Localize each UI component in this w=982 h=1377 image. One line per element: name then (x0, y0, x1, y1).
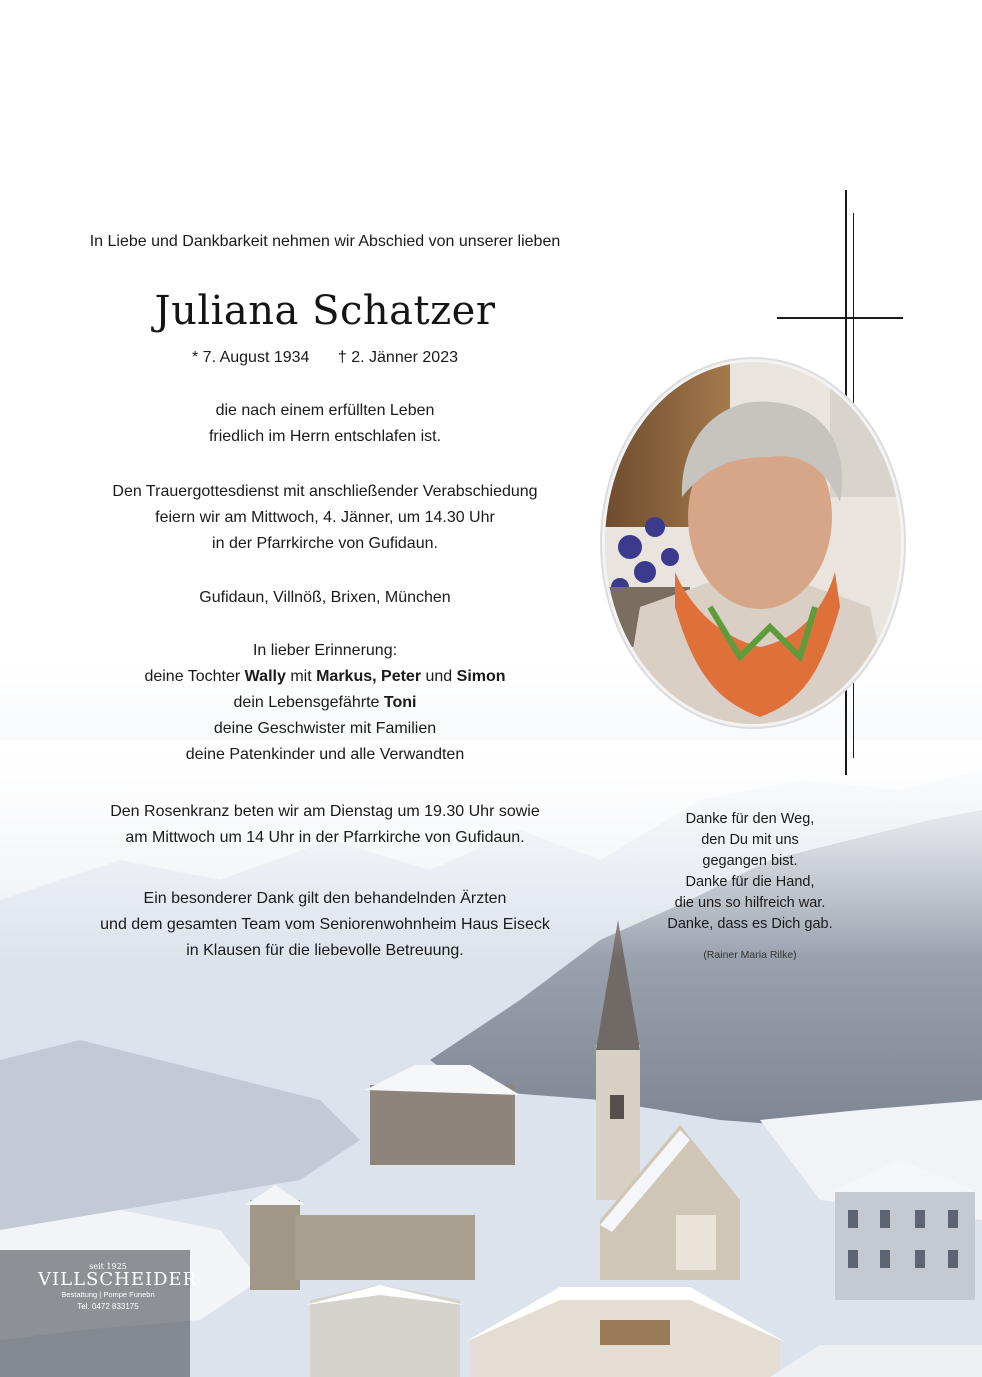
text-fragment: mit (285, 668, 317, 685)
mourners-paragraph (0, 638, 650, 768)
death-date: † 2. Jänner 2023 (337, 349, 458, 366)
passing-line: friedlich im Herrn entschlafen ist. (208, 428, 442, 445)
passing-line: die nach einem erfüllten Leben (215, 402, 435, 419)
text-fragment: deine Tochter (144, 668, 245, 685)
thanks-paragraph (0, 886, 650, 964)
mourners-line (0, 664, 650, 690)
rosary-paragraph (0, 799, 650, 851)
poem-line: gegangen bist. (702, 853, 798, 869)
logo-subtitle: Bestattung | Pompe Funebri (61, 1290, 155, 1299)
poem-line: die uns so hilfreich war. (674, 895, 826, 911)
text-fragment: dein Lebensgefährte (233, 694, 384, 711)
poem-line: den Du mit uns (701, 832, 799, 848)
funeral-service-paragraph (0, 479, 650, 557)
name-simon: Simon (456, 668, 506, 685)
mourners-heading: In lieber Erinnerung: (252, 642, 398, 659)
logo-name: VILLSCHEIDER (38, 1269, 198, 1290)
poem-line: Danke für den Weg, (685, 811, 815, 827)
rosary-line: am Mittwoch um 14 Uhr in der Pfarrkirche von Gufidaun. (125, 829, 525, 846)
mourners-line (0, 690, 650, 716)
intro-text: In Liebe und Dankbarkeit nehmen wir Abschied von unserer lieben (89, 233, 561, 250)
rosary-line: Den Rosenkranz beten wir am Dienstag um 19.30 Uhr sowie (110, 803, 540, 820)
poem-author: (Rainer Maria Rilke) (703, 949, 797, 961)
name-peter: Peter (381, 668, 422, 685)
poem-line: Danke, dass es Dich gab. (667, 916, 833, 932)
rilke-poem (640, 809, 860, 935)
funeral-home-logo (38, 1262, 198, 1312)
logo-since: seit 1925 (89, 1262, 127, 1271)
name-wally: Wally (244, 668, 286, 685)
name-toni: Toni (383, 694, 417, 711)
poem-line: Danke für die Hand, (685, 874, 815, 890)
portrait-photo (600, 357, 906, 729)
service-line: feiern wir am Mittwoch, 4. Jänner, um 14.30 Uhr (155, 509, 495, 526)
cross-bar (777, 317, 903, 319)
thanks-line: in Klausen für die liebevolle Betreuung. (186, 942, 464, 959)
birth-date: * 7. August 1934 (192, 349, 310, 366)
thanks-line: Ein besonderer Dank gilt den behandelnden Ärzten (143, 890, 507, 907)
service-line: in der Pfarrkirche von Gufidaun. (212, 535, 438, 552)
passing-paragraph (0, 398, 650, 450)
service-line: Den Trauergottesdienst mit anschließender Verabschiedung (112, 483, 538, 500)
thanks-line: und dem gesamten Team vom Seniorenwohnheim Haus Eiseck (100, 916, 550, 933)
logo-phone: Tel. 0472 833175 (77, 1302, 139, 1311)
places-line: Gufidaun, Villnöß, Brixen, München (199, 589, 451, 606)
text-fragment: und (421, 668, 457, 685)
mourners-line: deine Geschwister mit Familien (213, 720, 437, 737)
name-markus: Markus, (316, 668, 377, 685)
life-dates (0, 345, 650, 371)
mourners-line: deine Patenkinder und alle Verwandten (185, 746, 465, 763)
deceased-name: Juliana Schatzer (154, 288, 496, 334)
